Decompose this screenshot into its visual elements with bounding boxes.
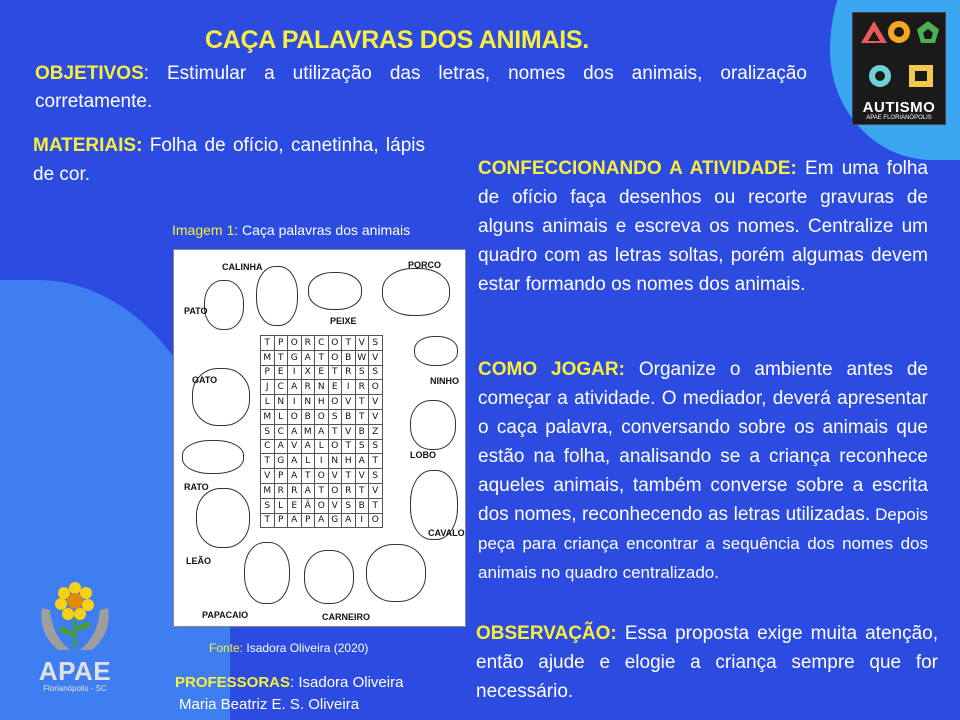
grid-cell: B <box>301 409 315 424</box>
grid-cell: V <box>342 424 356 439</box>
grid-cell: A <box>288 424 302 439</box>
animal-label: LEÃO <box>186 556 212 566</box>
grid-cell: N <box>274 395 288 410</box>
animal-label: CAVALO <box>428 528 465 538</box>
grid-cell: A <box>342 513 356 528</box>
grid-cell: V <box>369 350 383 365</box>
grid-cell: T <box>261 336 275 351</box>
grid-cell: A <box>301 350 315 365</box>
grid-cell: S <box>261 498 275 513</box>
grid-row <box>261 483 383 498</box>
grid-cell: I <box>355 513 369 528</box>
grid-cell: O <box>328 395 342 410</box>
grid-cell: O <box>288 336 302 351</box>
grid-cell: Z <box>369 424 383 439</box>
grid-cell: A <box>315 424 329 439</box>
grid-cell: S <box>342 498 356 513</box>
image-caption-text: : Caça palavras dos animais <box>234 222 411 238</box>
grid-cell: B <box>342 409 356 424</box>
grid-cell: T <box>369 454 383 469</box>
grid-cell: P <box>261 365 275 380</box>
grid-cell: T <box>261 513 275 528</box>
grid-cell: G <box>288 350 302 365</box>
pig-drawing <box>382 268 450 316</box>
grid-cell: C <box>274 380 288 395</box>
grid-cell: O <box>328 439 342 454</box>
observacao-text: Essa proposta exige muita atenção, então ajude e elogie a criança sempre que for necessário. <box>476 623 938 702</box>
grid-cell: S <box>369 469 383 484</box>
grid-cell: C <box>315 336 329 351</box>
grid-cell: R <box>274 483 288 498</box>
como-jogar-tail: Depois peça para criança encontrar a sequência dos nomes dos animais no quadro centralizado. <box>478 505 929 582</box>
grid-cell: L <box>274 498 288 513</box>
grid-row <box>261 350 383 365</box>
materiais-text: Folha de ofício, canetinha, lápis de cor. <box>33 135 425 185</box>
grid-cell: W <box>355 350 369 365</box>
grid-cell: R <box>342 483 356 498</box>
grid-row <box>261 395 383 410</box>
grid-cell: N <box>315 380 329 395</box>
grid-cell: V <box>355 336 369 351</box>
grid-cell: V <box>369 395 383 410</box>
square-icon <box>909 65 933 87</box>
grid-cell: T <box>328 424 342 439</box>
word-search-image <box>173 249 466 627</box>
grid-row <box>261 498 383 513</box>
como-jogar-paragraph <box>478 355 928 587</box>
grid-cell: A <box>355 454 369 469</box>
animal-label: PEIXE <box>330 316 357 326</box>
objetivos-text: : Estimular a utilização das letras, nomes dos animais, oralização corretamente. <box>35 63 807 112</box>
grid-cell: B <box>355 498 369 513</box>
grid-cell: A <box>288 469 302 484</box>
grid-cell: M <box>261 483 275 498</box>
grid-cell: T <box>342 336 356 351</box>
grid-row <box>261 454 383 469</box>
grid-cell: O <box>328 483 342 498</box>
grid-cell: V <box>328 469 342 484</box>
como-jogar-label: COMO JOGAR: <box>478 359 625 380</box>
grid-cell: O <box>288 409 302 424</box>
image-caption <box>172 222 410 238</box>
grid-cell: O <box>315 469 329 484</box>
grid-row <box>261 424 383 439</box>
grid-cell: E <box>274 365 288 380</box>
grid-cell: T <box>355 483 369 498</box>
apae-logo-subtitle: Florianópolis - SC <box>43 684 107 693</box>
animal-label: NINHO <box>430 376 459 386</box>
objetivos-paragraph <box>35 60 807 116</box>
animal-label: PORCO <box>408 260 442 270</box>
grid-row <box>261 336 383 351</box>
triangle-inner <box>868 31 880 41</box>
grid-cell: T <box>261 454 275 469</box>
observacao-label: OBSERVAÇÃO: <box>476 623 617 644</box>
materiais-label: MATERIAIS: <box>33 135 143 156</box>
grid-cell: L <box>261 395 275 410</box>
grid-cell: E <box>315 365 329 380</box>
grid-cell: T <box>355 395 369 410</box>
grid-cell: S <box>369 336 383 351</box>
grid-cell: P <box>274 336 288 351</box>
grid-cell: M <box>261 409 275 424</box>
grid-cell: E <box>328 380 342 395</box>
grid-cell: P <box>274 513 288 528</box>
grid-cell: T <box>342 439 356 454</box>
grid-cell: V <box>328 498 342 513</box>
grid-cell: V <box>369 409 383 424</box>
grid-cell: M <box>261 350 275 365</box>
professoras-label: PROFESSORAS <box>175 674 291 691</box>
animal-label: PAPACAIO <box>202 610 249 620</box>
grid-cell: T <box>342 469 356 484</box>
grid-row <box>261 365 383 380</box>
grid-cell: O <box>369 513 383 528</box>
autismo-logo <box>852 12 946 125</box>
grid-cell: S <box>355 365 369 380</box>
como-jogar-text: Organize o ambiente antes de começar a atividade. O mediador, deverá apresentar o caça palavra, conversando sobre os animais que estão na folha, analisando se a criança reconhece aqueles animais, também converse sobre a escrita dos nomes, reconhecendo as letras utilizadas. <box>478 359 928 525</box>
grid-cell: G <box>274 454 288 469</box>
grid-cell: O <box>315 498 329 513</box>
hen-drawing <box>256 266 298 326</box>
circle-icon <box>888 21 910 43</box>
grid-cell: V <box>342 395 356 410</box>
animal-label: LOBO <box>410 450 436 460</box>
professoras-credits <box>175 672 403 716</box>
horse-drawing <box>366 544 426 602</box>
grid-cell: O <box>328 336 342 351</box>
grid-cell: V <box>355 469 369 484</box>
image-source-label: Fonte: <box>209 641 244 655</box>
sheep-drawing <box>304 550 354 604</box>
grid-cell: J <box>261 380 275 395</box>
grid-cell: P <box>274 469 288 484</box>
grid-cell: R <box>301 380 315 395</box>
grid-row <box>261 380 383 395</box>
grid-cell: T <box>369 498 383 513</box>
grid-cell: L <box>315 439 329 454</box>
duck-drawing <box>204 280 244 330</box>
grid-cell: T <box>328 365 342 380</box>
grid-cell: L <box>274 409 288 424</box>
grid-cell: A <box>301 439 315 454</box>
image-source <box>209 641 368 655</box>
grid-cell: O <box>328 350 342 365</box>
grid-cell: Ã <box>301 498 315 513</box>
confeccionando-text: Em uma folha de ofício faça desenhos ou recorte gravuras de alguns animais e escreva os nomes. Centralize um quadro com as letras soltas, porém algumas devem estar formando os nomes dos animais. <box>478 158 929 295</box>
grid-cell: B <box>342 350 356 365</box>
fish-drawing <box>308 272 362 310</box>
rat-drawing <box>182 440 244 474</box>
grid-cell: E <box>288 498 302 513</box>
animal-label: PATO <box>184 306 208 316</box>
grid-cell: R <box>355 380 369 395</box>
grid-cell: A <box>288 380 302 395</box>
animal-label: CALINHA <box>222 262 263 272</box>
grid-cell: P <box>301 513 315 528</box>
apae-logo <box>30 578 120 698</box>
grid-cell: B <box>355 424 369 439</box>
grid-cell: X <box>301 365 315 380</box>
grid-cell: G <box>328 513 342 528</box>
grid-cell: C <box>261 439 275 454</box>
grid-cell: V <box>288 439 302 454</box>
grid-cell: I <box>315 454 329 469</box>
wolf-drawing <box>410 400 456 450</box>
grid-cell: L <box>301 454 315 469</box>
grid-row <box>261 513 383 528</box>
lion-drawing <box>196 488 250 548</box>
grid-cell: O <box>315 409 329 424</box>
grid-cell: V <box>261 469 275 484</box>
grid-cell: T <box>315 350 329 365</box>
grid-cell: S <box>328 409 342 424</box>
professoras-line2: Maria Beatriz E. S. Oliveira <box>179 696 360 713</box>
grid-cell: O <box>369 380 383 395</box>
grid-cell: T <box>301 469 315 484</box>
grid-cell: A <box>301 483 315 498</box>
grid-cell: I <box>288 365 302 380</box>
grid-row <box>261 439 383 454</box>
materiais-paragraph <box>33 131 425 189</box>
confeccionando-paragraph <box>478 154 928 299</box>
grid-cell: M <box>301 424 315 439</box>
parrot-drawing <box>244 542 290 604</box>
grid-cell: T <box>274 350 288 365</box>
grid-cell: C <box>274 424 288 439</box>
animal-label: GATO <box>192 375 218 385</box>
observacao-paragraph <box>476 619 938 706</box>
grid-cell: H <box>315 395 329 410</box>
grid-cell: S <box>355 439 369 454</box>
grid-cell: R <box>301 336 315 351</box>
grid-cell: I <box>288 395 302 410</box>
grid-cell: S <box>369 365 383 380</box>
grid-cell: S <box>261 424 275 439</box>
image-source-text: Isadora Oliveira (2020) <box>243 641 369 655</box>
grid-cell: H <box>342 454 356 469</box>
grid-cell: I <box>342 380 356 395</box>
grid-cell: A <box>315 513 329 528</box>
autismo-logo-text: AUTISMO <box>862 99 936 116</box>
image-caption-label: Imagem 1 <box>172 222 235 238</box>
grid-cell: R <box>288 483 302 498</box>
letter-grid <box>260 335 383 528</box>
grid-cell: V <box>369 483 383 498</box>
grid-cell: A <box>288 513 302 528</box>
professoras-line1: : Isadora Oliveira <box>290 674 404 691</box>
nest-drawing <box>414 336 458 366</box>
grid-cell: S <box>369 439 383 454</box>
animal-label: RATO <box>184 482 209 492</box>
grid-cell: R <box>342 365 356 380</box>
grid-cell: N <box>301 395 315 410</box>
grid-row <box>261 469 383 484</box>
grid-cell: A <box>288 454 302 469</box>
apae-logo-text: APAE <box>38 656 112 686</box>
confeccionando-label: CONFECCIONANDO A ATIVIDADE: <box>478 158 797 179</box>
autismo-logo-subtitle: APAE FLORIANÓPOLIS <box>866 115 932 121</box>
objetivos-label: OBJETIVOS <box>35 63 144 84</box>
grid-row <box>261 409 383 424</box>
page-title: CAÇA PALAVRAS DOS ANIMAIS. <box>205 26 589 54</box>
grid-cell: T <box>355 409 369 424</box>
grid-cell: N <box>328 454 342 469</box>
grid-cell: A <box>274 439 288 454</box>
circle-icon <box>869 65 891 87</box>
animal-label: CARNEIRO <box>322 612 371 622</box>
flower-hands-icon <box>30 578 120 658</box>
grid-cell: T <box>315 483 329 498</box>
